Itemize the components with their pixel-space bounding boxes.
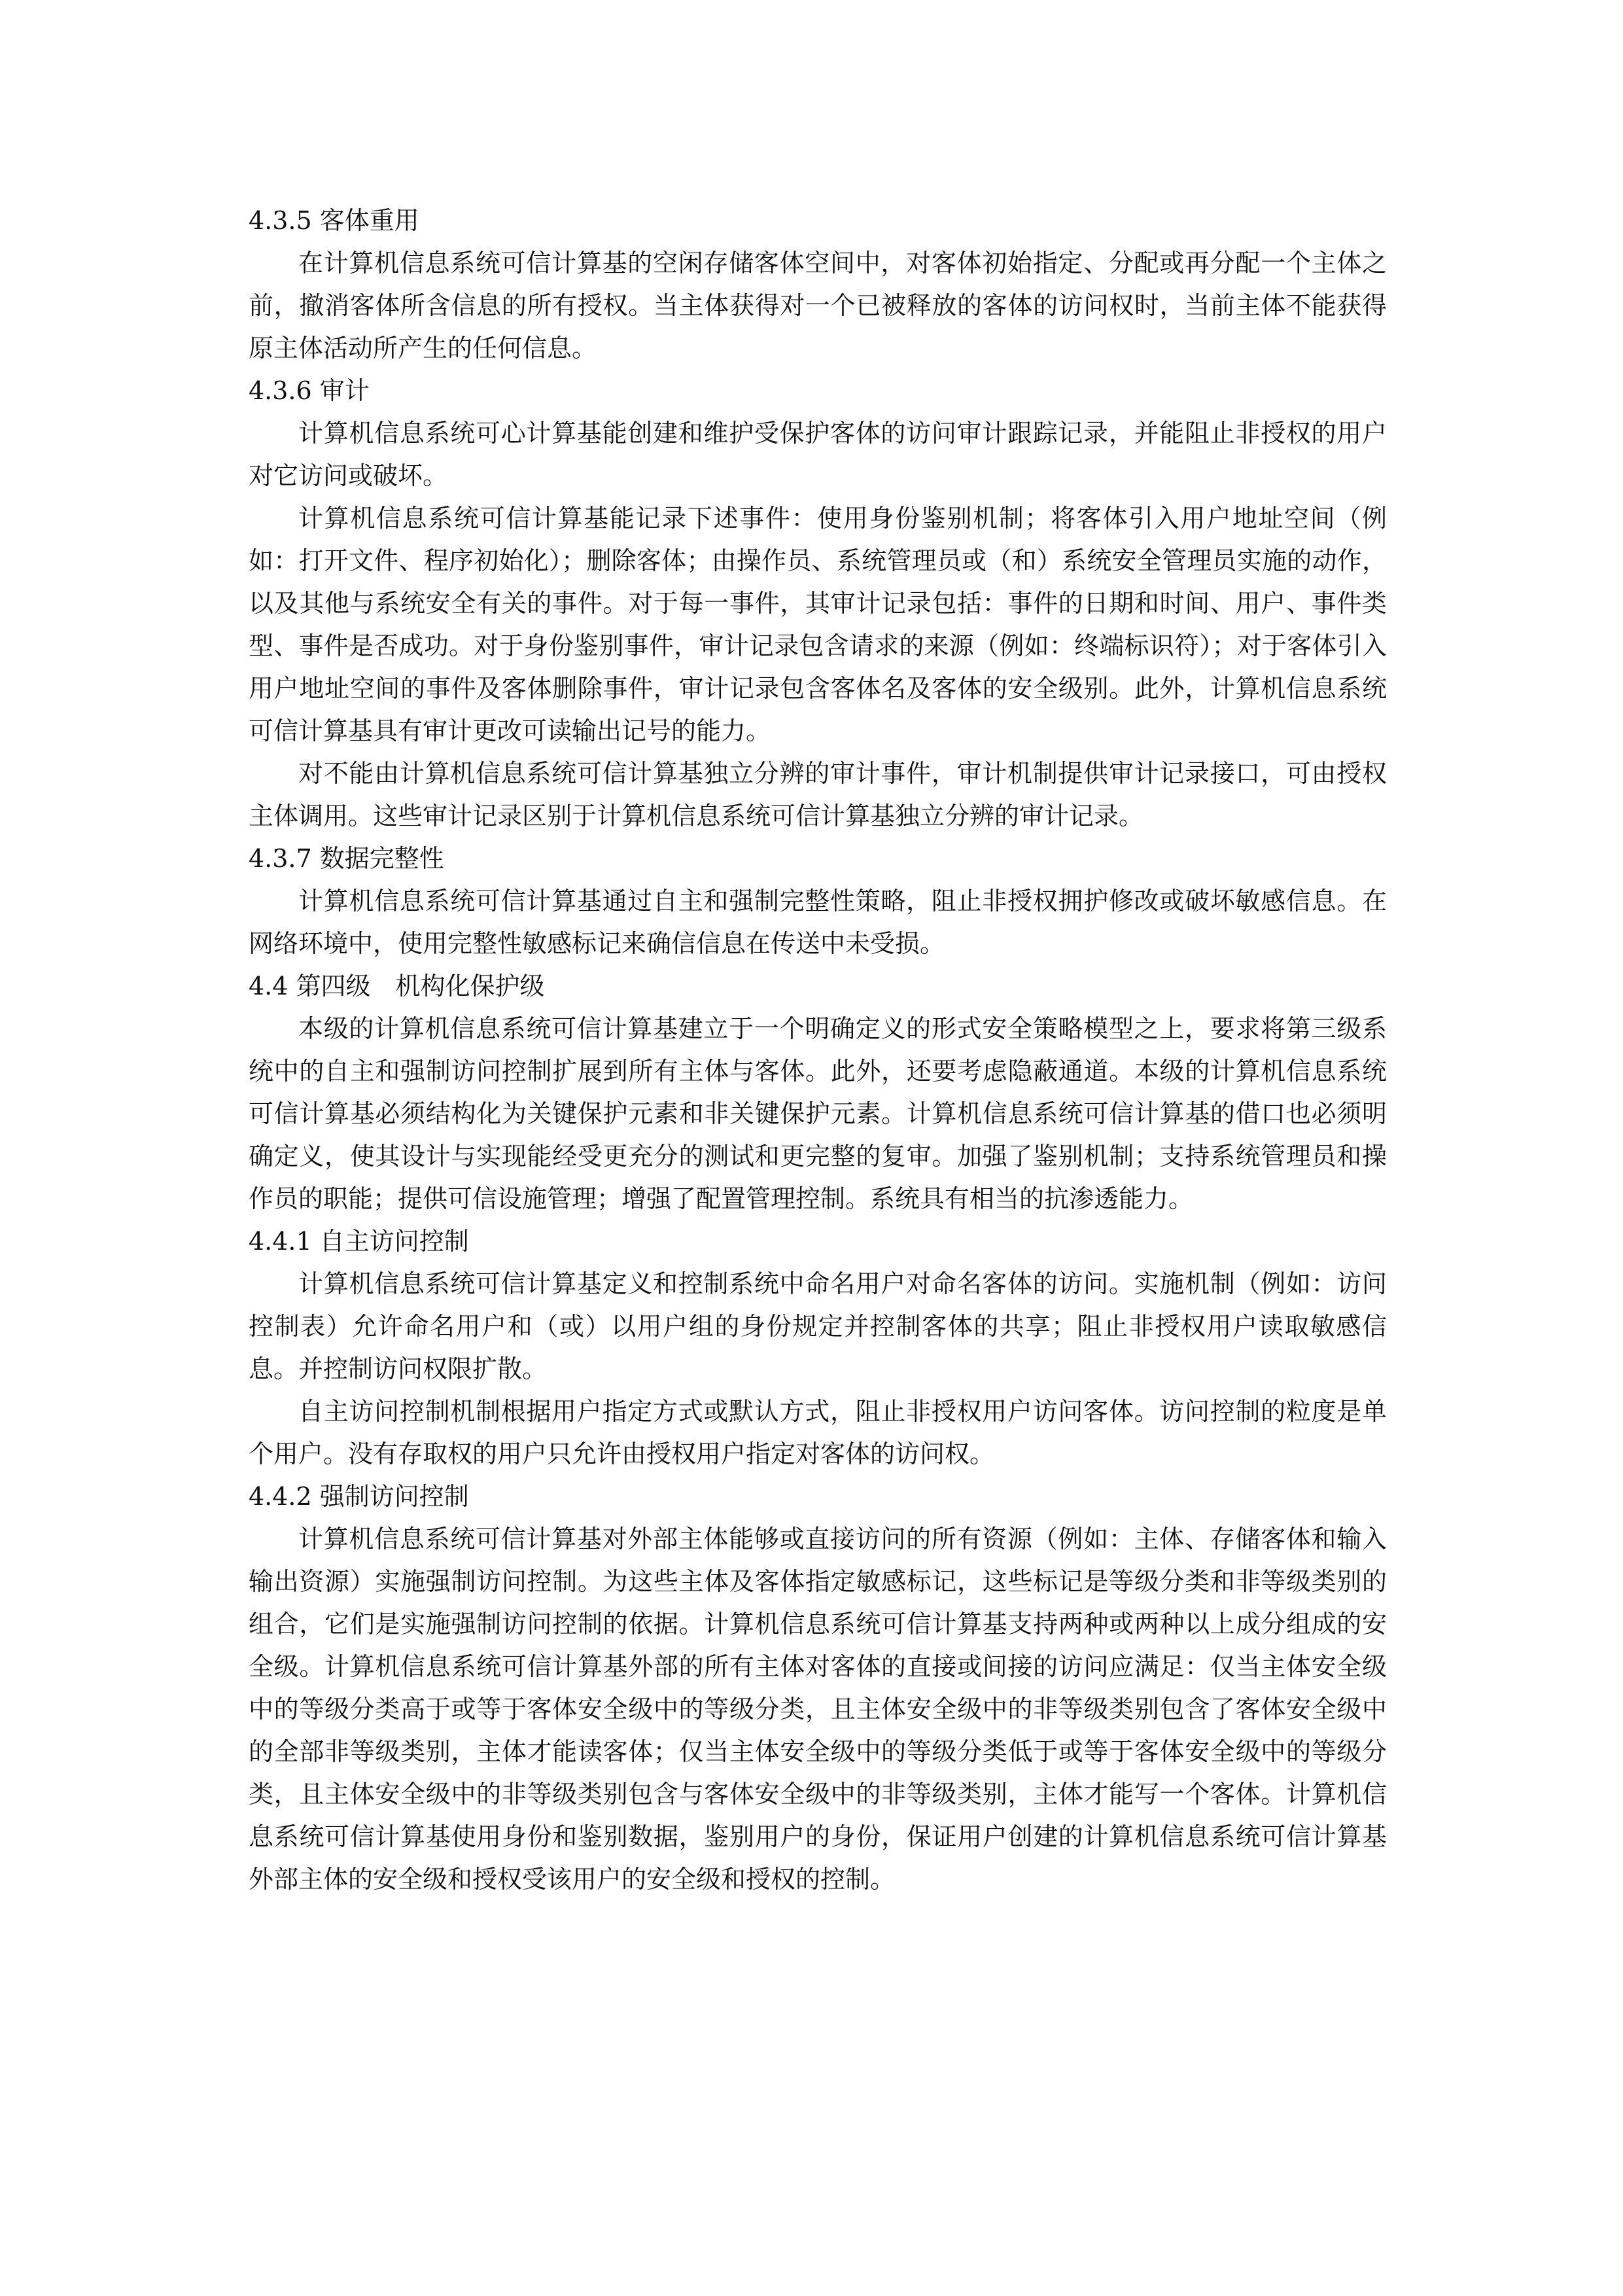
paragraph-dac-mechanism: 自主访问控制机制根据用户指定方式或默认方式，阻止非授权用户访问客体。访问控制的粒度是单个用户。没有存取权的用户只允许由授权用户指定对客体的访问权。	[249, 1397, 1387, 1468]
paragraph-dac-definition: 计算机信息系统可信计算基定义和控制系统中命名用户对命名客体的访问。实施机制（例如：访问控制表）允许命名用户和（或）以用户组的身份规定并控制客体的共享；阻止非授权用户读取敏感信息。并控制访问权限扩散。	[249, 1269, 1387, 1383]
paragraph-audit-events: 计算机信息系统可信计算基能记录下述事件：使用身份鉴别机制；将客体引入用户地址空间（例如：打开文件、程序初始化）；删除客体；由操作员、系统管理员或（和）系统安全管理员实施的动作，以及其他与系统安全有关的事件。对于每一事件，其审计记录包括：事件的日期和时间、用户、事件类型、事件是否成功。对于身份鉴别事件，审计记录包含请求的来源（例如：终端标识符）；对于客体引入用户地址空间的事件及客体删除事件，审计记录包含客体名及客体的安全级别。此外，计算机信息系统可信计算基具有审计更改可读输出记号的能力。	[249, 504, 1387, 745]
paragraph-audit-interface: 对不能由计算机信息系统可信计算基独立分辨的审计事件，审计机制提供审计记录接口，可由授权主体调用。这些审计记录区别于计算机信息系统可信计算基独立分辨的审计记录。	[249, 759, 1387, 830]
paragraph-structured-protection: 本级的计算机信息系统可信计算基建立于一个明确定义的形式安全策略模型之上，要求将第三级系统中的自主和强制访问控制扩展到所有主体与客体。此外，还要考虑隐蔽通道。本级的计算机信息系统可信计算基必须结构化为关键保护元素和非关键保护元素。计算机信息系统可信计算基的借口也必须明确定义，使其设计与实现能经受更充分的测试和更完整的复审。加强了鉴别机制；支持系统管理员和操作员的职能；提供可信设施管理；增强了配置管理控制。系统具有相当的抗渗透能力。	[249, 1014, 1387, 1213]
paragraph-data-integrity: 计算机信息系统可信计算基通过自主和强制完整性策略，阻止非授权拥护修改或破坏敏感信息。在网络环境中，使用完整性敏感标记来确信信息在传送中未受损。	[249, 887, 1387, 958]
section-heading-4-4-2: 4.4.2 强制访问控制	[249, 1482, 469, 1511]
section-heading-4-3-6: 4.3.6 审计	[249, 376, 370, 405]
paragraph-audit-trail: 计算机信息系统可心计算基能创建和维护受保护客体的访问审计跟踪记录，并能阻止非授权的用户对它访问或破坏。	[249, 419, 1387, 490]
paragraph-object-reuse: 在计算机信息系统可信计算基的空闲存储客体空间中，对客体初始指定、分配或再分配一个主体之前，撤消客体所含信息的所有授权。当主体获得对一个已被释放的客体的访问权时，当前主体不能获得原主体活动所产生的任何信息。	[249, 249, 1387, 362]
section-heading-4-4: 4.4 第四级 机构化保护级	[249, 972, 545, 1000]
document-page	[249, 200, 1387, 1901]
section-heading-4-3-7: 4.3.7 数据完整性	[249, 844, 444, 873]
section-heading-4-3-5: 4.3.5 客体重用	[249, 206, 419, 235]
paragraph-mac: 计算机信息系统可信计算基对外部主体能够或直接访问的所有资源（例如：主体、存储客体和输入输出资源）实施强制访问控制。为这些主体及客体指定敏感标记，这些标记是等级分类和非等级类别的组合，它们是实施强制访问控制的依据。计算机信息系统可信计算基支持两种或两种以上成分组成的安全级。计算机信息系统可信计算基外部的所有主体对客体的直接或间接的访问应满足：仅当主体安全级中的等级分类高于或等于客体安全级中的等级分类，且主体安全级中的非等级类别包含了客体安全级中的全部非等级类别，主体才能读客体；仅当主体安全级中的等级分类低于或等于客体安全级中的等级分类，且主体安全级中的非等级类别包含与客体安全级中的非等级类别，主体才能写一个客体。计算机信息系统可信计算基使用身份和鉴别数据，鉴别用户的身份，保证用户创建的计算机信息系统可信计算基外部主体的安全级和授权受该用户的安全级和授权的控制。	[249, 1525, 1387, 1894]
section-heading-4-4-1: 4.4.1 自主访问控制	[249, 1227, 469, 1256]
